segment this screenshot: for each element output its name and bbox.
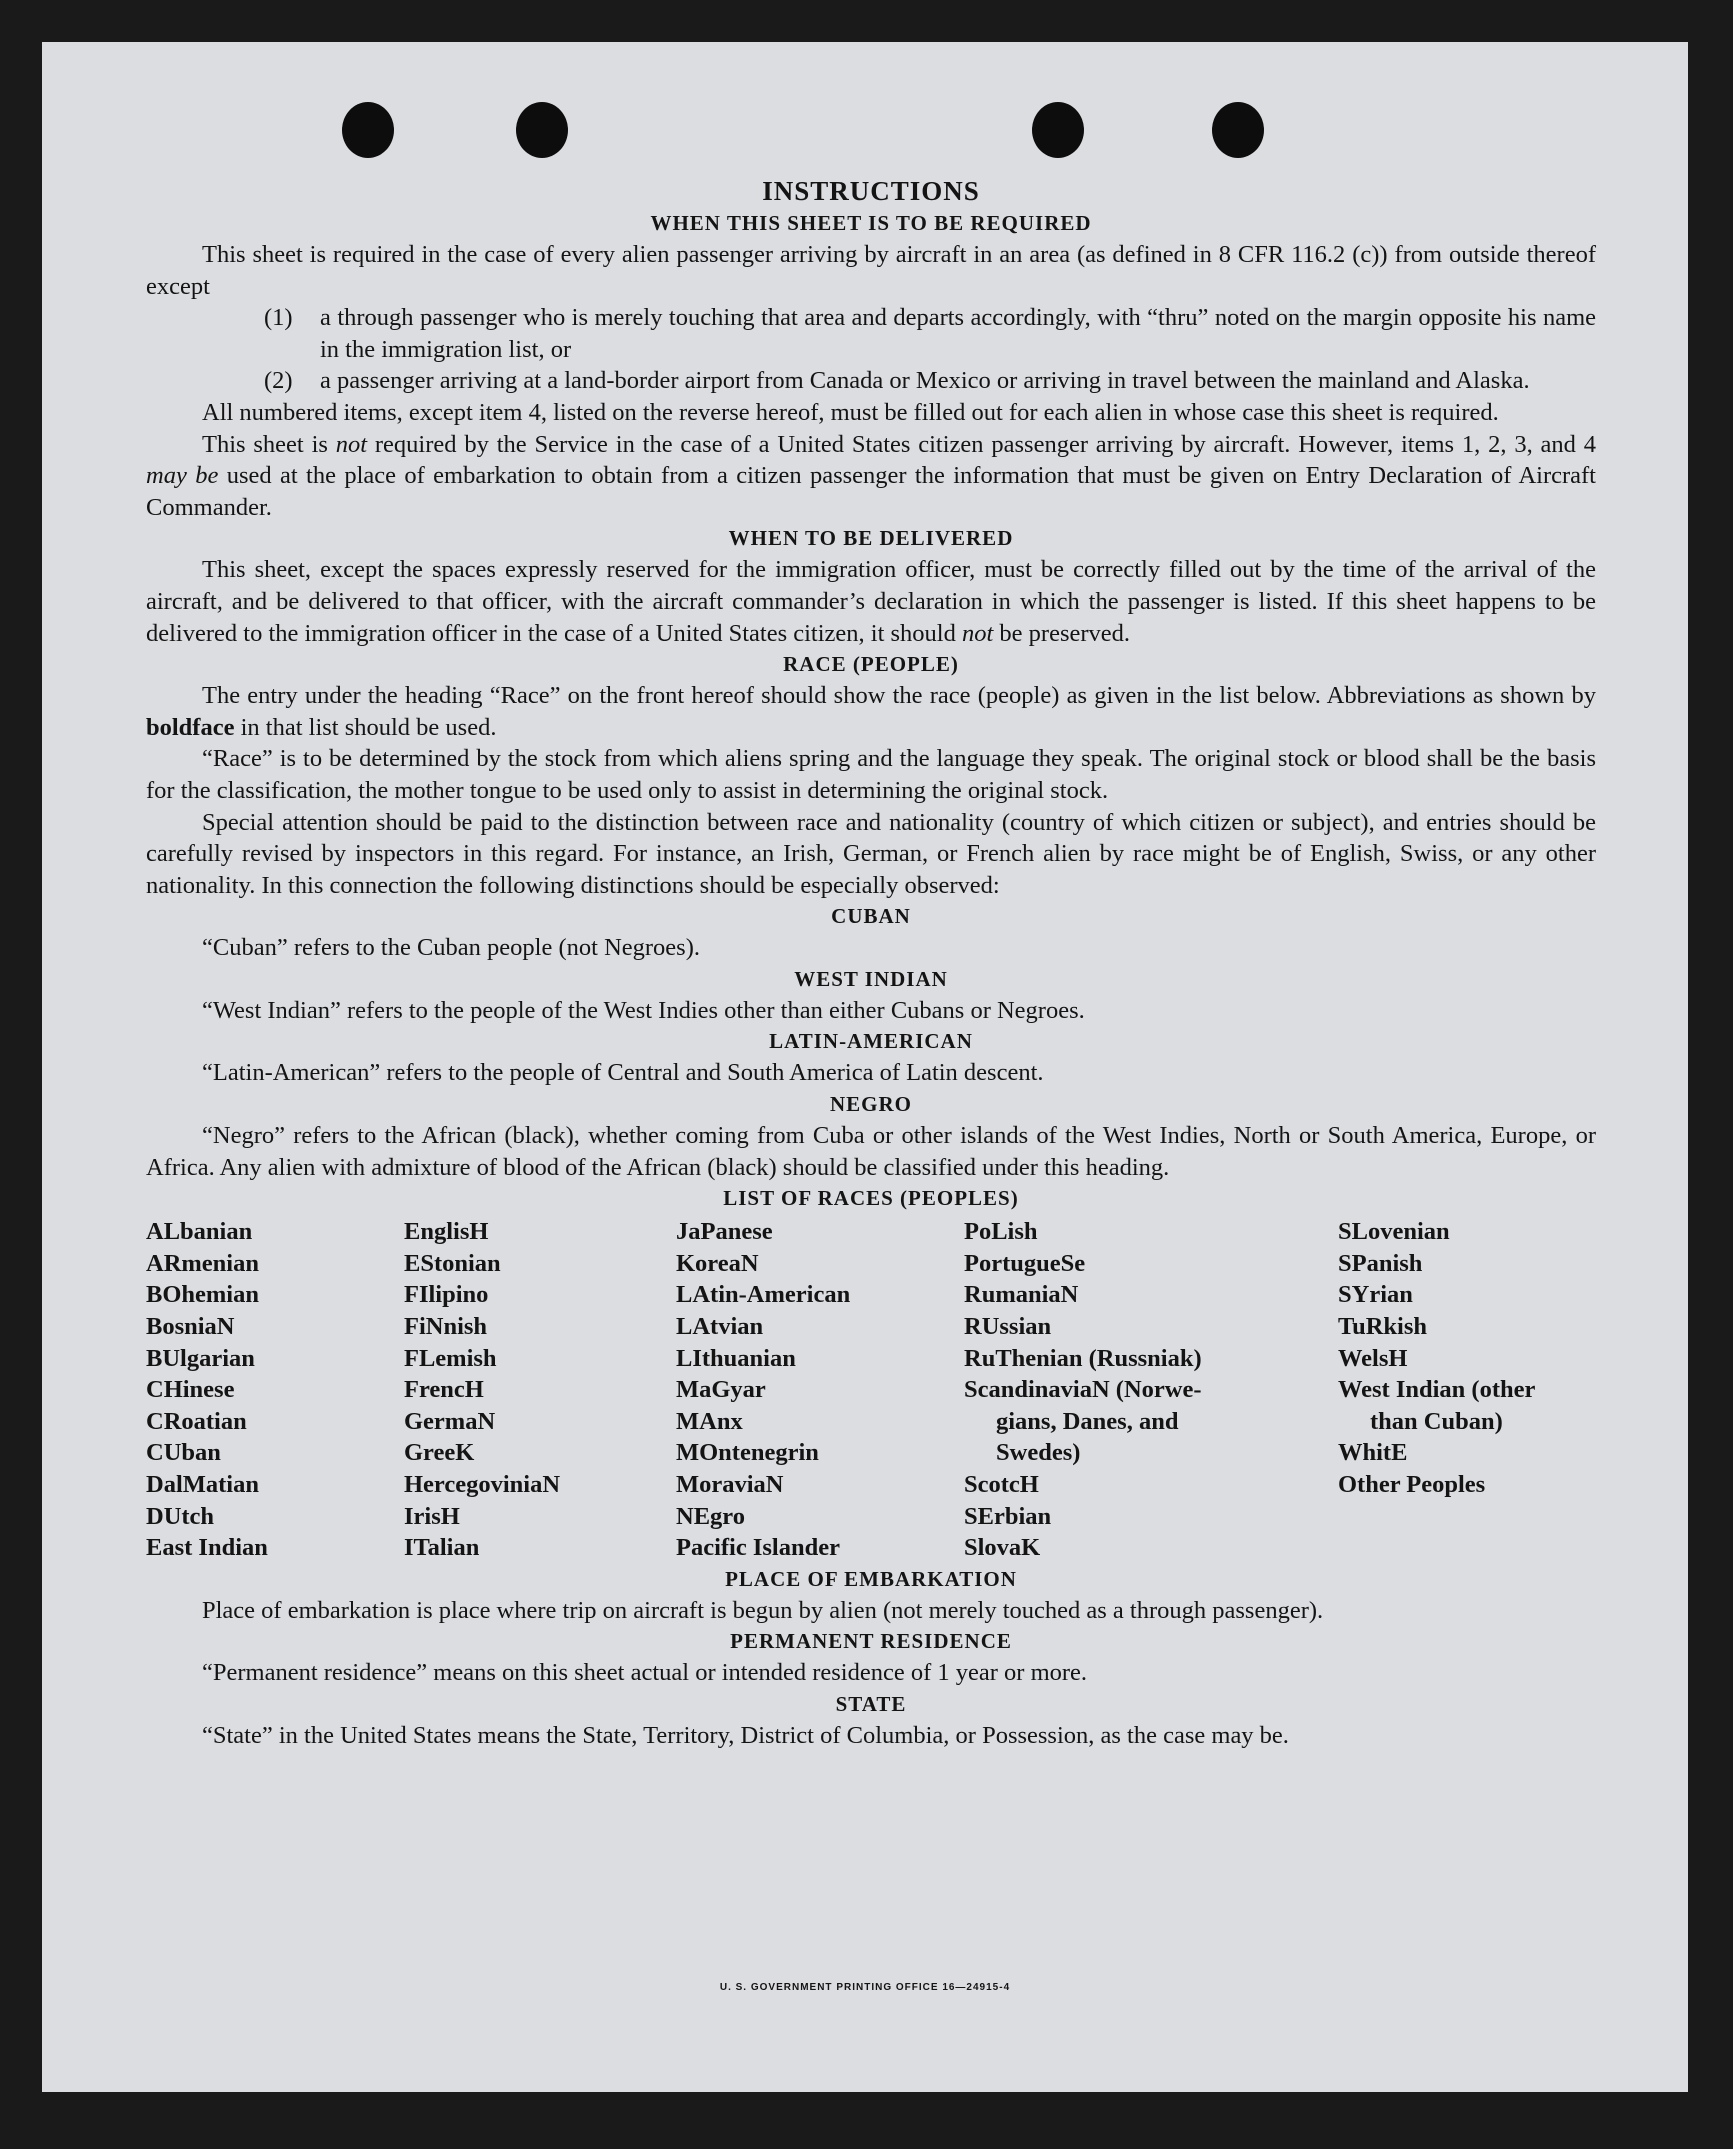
heading-when-required: WHEN THIS SHEET IS TO BE REQUIRED: [650, 211, 1092, 235]
item-number: (2): [264, 367, 293, 395]
list-item: ScotcH: [964, 1471, 1039, 1498]
list-item: WelsH: [1338, 1344, 1408, 1372]
list-item: SErbian: [964, 1502, 1052, 1530]
list-item: West Indian (other: [1338, 1376, 1536, 1404]
item-number: (1): [264, 304, 293, 332]
list-item: than Cuban): [1370, 1407, 1503, 1435]
heading-state: STATE: [835, 1691, 907, 1716]
heading-west-indian: WEST INDIAN: [794, 966, 948, 991]
list-item: WhitE: [1338, 1439, 1408, 1467]
emphasis: may be: [146, 462, 219, 490]
list-item: BosniaN: [146, 1313, 235, 1341]
list-item: FrencH: [404, 1376, 484, 1404]
list-item: LAtin-American: [676, 1281, 851, 1309]
race-column: [404, 1216, 676, 1564]
list-item: SLovenian: [1338, 1218, 1450, 1246]
item-text: a through passenger who is merely touching that area and departs accordingly, with “thru” noted on the margin opposite his name in the immigration list, or: [320, 304, 1596, 363]
heading-list-of-races: LIST OF RACES (PEOPLES): [723, 1186, 1019, 1211]
list-item: SPanish: [1338, 1249, 1423, 1277]
list-item: DalMatian: [146, 1471, 259, 1498]
list-item: Pacific Islander: [676, 1534, 840, 1562]
list-item: EStonian: [404, 1249, 501, 1277]
list-item: gians, Danes, and: [996, 1407, 1179, 1435]
list-item: CHinese: [146, 1376, 235, 1404]
paragraph: Special attention should be paid to the distinction between race and nationality (country of which citizen or subject), and entries should be carefully revised by inspectors in this regard. For instance, an Irish, German, or French alien by race might be of English, Swiss, or any other nationality. In this connection the following distinctions should be especially observed:: [146, 808, 1596, 899]
emphasis: not: [961, 619, 994, 647]
list-item: RuThenian (Russniak): [964, 1344, 1202, 1372]
heading-race: RACE (PEOPLE): [783, 652, 959, 677]
list-item: CRoatian: [146, 1407, 247, 1435]
document-sheet: [42, 42, 1688, 2092]
heading-embarkation: PLACE OF EMBARKATION: [725, 1566, 1017, 1591]
list-item: MaGyar: [676, 1376, 766, 1404]
bold-text: boldface: [146, 713, 235, 741]
list-item: SYrian: [1338, 1281, 1413, 1309]
heading-permanent-residence: PERMANENT RESIDENCE: [730, 1629, 1012, 1654]
list-item: ALbanian: [146, 1218, 253, 1246]
list-item: SlovaK: [964, 1534, 1041, 1562]
paragraph: This sheet is required in the case of every alien passenger arriving by aircraft in an area (as defined in 8 CFR 116.2 (c)) from outside thereof except: [146, 241, 1596, 300]
list-item: [146, 302, 1596, 365]
page-title: INSTRUCTIONS: [762, 176, 980, 206]
text-run: used at the place of embarkation to obtain from a citizen passenger the information that must be given on Entry Declaration of Aircraft Commander.: [146, 462, 1596, 521]
list-item: [146, 365, 1596, 397]
list-item: PoLish: [964, 1218, 1038, 1246]
heading-when-delivered: WHEN TO BE DELIVERED: [728, 526, 1014, 551]
list-item: GreeK: [404, 1439, 475, 1467]
list-item: MoraviaN: [676, 1471, 784, 1498]
text-run: This sheet is: [202, 430, 336, 458]
text-run: in that list should be used.: [234, 713, 497, 741]
list-item: Other Peoples: [1338, 1471, 1486, 1498]
paragraph: “State” in the United States means the State, Territory, District of Columbia, or Possession, as the case may be.: [202, 1721, 1289, 1749]
text-run: The entry under the heading “Race” on the front hereof should show the race (people) as given in the list below. Abbreviations as shown by: [202, 682, 1596, 710]
list-item: ScandinaviaN (Norwe-: [964, 1376, 1202, 1404]
paragraph: All numbered items, except item 4, listed on the reverse hereof, must be filled out for each alien in whose case this sheet is required.: [202, 398, 1499, 426]
race-column: [1338, 1216, 1596, 1564]
list-item: LIthuanian: [676, 1344, 796, 1372]
text-run: required by the Service in the case of a United States citizen passenger arriving by aircraft. However, items 1, 2, 3, and 4: [367, 430, 1596, 458]
list-item: TuRkish: [1338, 1313, 1428, 1341]
paragraph: “West Indian” refers to the people of the West Indies other than either Cubans or Negroes.: [202, 996, 1085, 1024]
list-item: DUtch: [146, 1502, 215, 1530]
paragraph: [146, 554, 1596, 649]
list-item: IrisH: [404, 1502, 460, 1530]
list-item: LAtvian: [676, 1313, 764, 1341]
race-column: [964, 1216, 1338, 1564]
list-item: FLemish: [404, 1344, 497, 1372]
list-item: GermaN: [404, 1407, 496, 1435]
list-item: BUlgarian: [146, 1344, 255, 1372]
paragraph: [146, 429, 1596, 524]
paragraph: “Permanent residence” means on this sheet actual or intended residence of 1 year or more.: [202, 1659, 1088, 1687]
heading-cuban: CUBAN: [831, 904, 911, 929]
text-run: be preserved.: [993, 619, 1131, 647]
list-item: CUban: [146, 1439, 221, 1467]
list-item: KoreaN: [676, 1249, 759, 1277]
heading-negro: NEGRO: [829, 1092, 912, 1117]
list-item: MAnx: [676, 1407, 743, 1435]
list-item: BOhemian: [146, 1281, 259, 1309]
paragraph: “Negro” refers to the African (black), whether coming from Cuba or other islands of the West Indies, North or South America, Europe, or Africa. Any alien with admixture of blood of the African (black) should be classified under this heading.: [146, 1122, 1596, 1181]
list-item: NEgro: [676, 1502, 745, 1530]
paragraph: [146, 680, 1596, 743]
list-item: FIlipino: [404, 1281, 489, 1309]
heading-latin-american: LATIN-AMERICAN: [769, 1029, 973, 1054]
race-list: [146, 1216, 1596, 1564]
list-item: East Indian: [146, 1534, 268, 1562]
paragraph: “Latin-American” refers to the people of Central and South America of Latin descent.: [202, 1059, 1044, 1087]
race-column: [676, 1216, 964, 1564]
race-column: [146, 1216, 404, 1564]
text-run: This sheet, except the spaces expressly reserved for the immigration officer, must be correctly filled out by the time of the arrival of the aircraft, and be delivered to that officer, with the aircraft commander’s declaration in which the passenger is listed. If this sheet happens to be delivered to the immigration officer in the case of a United States citizen, it should: [146, 556, 1596, 647]
list-item: ARmenian: [146, 1249, 259, 1277]
list-item: JaPanese: [676, 1218, 773, 1246]
list-item: FiNnish: [404, 1313, 488, 1341]
list-item: Swedes): [996, 1439, 1081, 1467]
list-item: MOntenegrin: [676, 1439, 819, 1467]
list-item: HercegoviniaN: [404, 1471, 561, 1498]
instructions-body: [146, 134, 1596, 1752]
list-item: RumaniaN: [964, 1281, 1079, 1309]
item-text: a passenger arriving at a land-border airport from Canada or Mexico or arriving in travel between the mainland and Alaska.: [320, 367, 1530, 395]
paragraph: “Cuban” refers to the Cuban people (not Negroes).: [202, 934, 700, 962]
emphasis: not: [335, 430, 368, 458]
paragraph: Place of embarkation is place where trip on aircraft is begun by alien (not merely touched as a through passenger).: [202, 1596, 1324, 1624]
printer-imprint: U. S. GOVERNMENT PRINTING OFFICE 16—24915-4: [719, 1982, 1011, 1993]
list-item: ITalian: [404, 1534, 480, 1562]
list-item: PortugueSe: [964, 1249, 1086, 1277]
list-item: RUssian: [964, 1313, 1052, 1341]
list-item: EnglisH: [404, 1218, 489, 1246]
paragraph: “Race” is to be determined by the stock from which aliens spring and the language they speak. The original stock or blood shall be the basis for the classification, the mother tongue to be used only to assist in determining the original stock.: [146, 745, 1596, 804]
